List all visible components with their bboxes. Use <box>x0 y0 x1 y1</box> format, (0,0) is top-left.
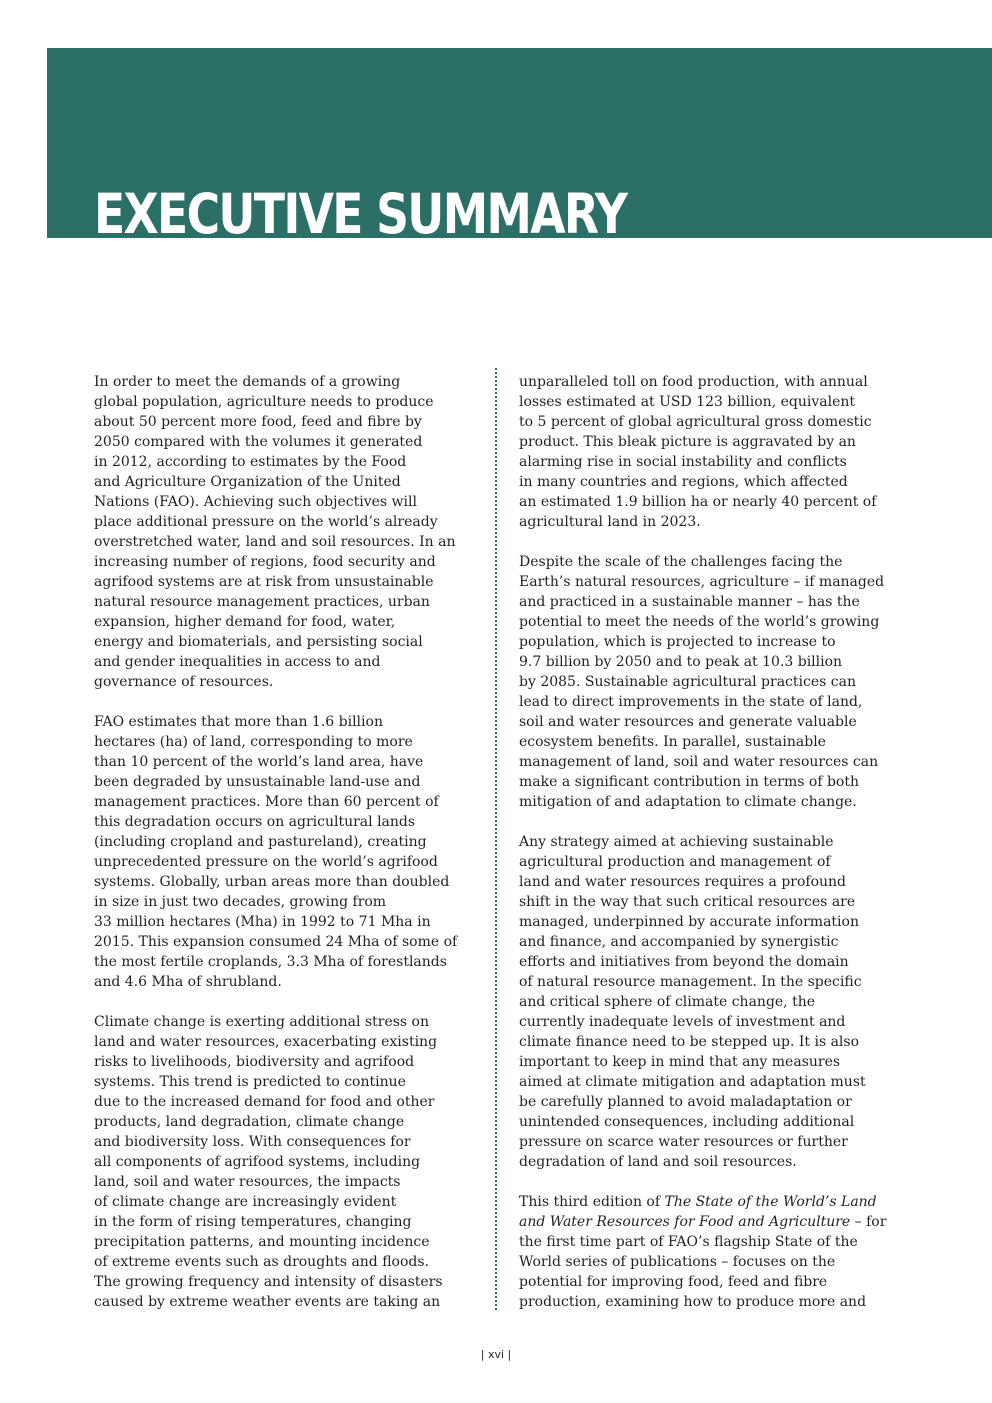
paragraph <box>519 372 903 532</box>
paragraph <box>94 372 478 692</box>
text-line: potential to meet the needs of the world’s growing <box>519 614 880 630</box>
paragraph <box>519 832 903 1172</box>
text-line: The growing frequency and intensity of disasters <box>94 1274 443 1290</box>
text-line: mitigation of and adaptation to climate change. <box>519 794 857 810</box>
text-line: of climate change are increasingly evident <box>94 1194 397 1210</box>
text-line: and critical sphere of climate change, the <box>519 994 816 1010</box>
text-line: risks to livelihoods, biodiversity and agrifood <box>94 1054 415 1070</box>
right-column <box>519 372 903 1312</box>
text-line: global population, agriculture needs to produce <box>94 394 434 410</box>
text-line: aimed at climate mitigation and adaptation must <box>519 1074 866 1090</box>
text-line: be carefully planned to avoid maladaptation or <box>519 1094 852 1110</box>
text-line: 2015. This expansion consumed 24 Mha of some of <box>94 934 458 950</box>
text-line: losses estimated at USD 123 billion, equivalent <box>519 394 855 410</box>
text-line: in the form of rising temperatures, changing <box>94 1214 412 1230</box>
text-line: World series of publications – focuses on the <box>519 1254 836 1270</box>
text-line <box>519 1192 903 1212</box>
text-run: This third edition of <box>519 1194 665 1210</box>
text-line: caused by extreme weather events are taking an <box>94 1294 441 1310</box>
text-line: pressure on scarce water resources or further <box>519 1134 848 1150</box>
text-line: this degradation occurs on agricultural lands <box>94 814 416 830</box>
text-line: management practices. More than 60 percent of <box>94 794 439 810</box>
text-line: systems. This trend is predicted to continue <box>94 1074 406 1090</box>
text-run: – for <box>850 1214 887 1230</box>
text-line: and Agriculture Organization of the United <box>94 474 401 490</box>
text-line: Earth’s natural resources, agriculture – if managed <box>519 574 885 590</box>
text-line: Despite the scale of the challenges facing the <box>519 554 843 570</box>
text-line: important to keep in mind that any measures <box>519 1054 841 1070</box>
text-line: all components of agrifood systems, including <box>94 1154 421 1170</box>
text-line: of natural resource management. In the specific <box>519 974 862 990</box>
publication-title: The State of the World’s Land <box>664 1194 877 1210</box>
text-line: of extreme events such as droughts and floods. <box>94 1254 430 1270</box>
text-line: management of land, soil and water resources can <box>519 754 879 770</box>
text-line: hectares (ha) of land, corresponding to more <box>94 734 413 750</box>
text-line: land and water resources requires a profound <box>519 874 847 890</box>
text-line: ecosystem benefits. In parallel, sustainable <box>519 734 826 750</box>
text-line: potential for improving food, feed and fibre <box>519 1274 828 1290</box>
text-line: agricultural land in 2023. <box>519 514 701 530</box>
text-line: 2050 compared with the volumes it generated <box>94 434 423 450</box>
text-line <box>519 1212 903 1232</box>
text-line: managed, underpinned by accurate information <box>519 914 859 930</box>
text-line: than 10 percent of the world’s land area, have <box>94 754 424 770</box>
publication-title: and Water Resources for Food and Agriculture <box>519 1214 851 1230</box>
text-line: the first time part of FAO’s flagship State of the <box>519 1234 858 1250</box>
text-line: unintended consequences, including additional <box>519 1114 855 1130</box>
text-line: the most fertile croplands, 3.3 Mha of forestlands <box>94 954 447 970</box>
text-line: and practiced in a sustainable manner – has the <box>519 594 860 610</box>
text-line: lead to direct improvements in the state of land, <box>519 694 863 710</box>
text-line: systems. Globally, urban areas more than doubled <box>94 874 450 890</box>
text-line: production, examining how to produce more and <box>519 1294 867 1310</box>
text-line: place additional pressure on the world’s already <box>94 514 438 530</box>
left-column <box>94 372 478 1312</box>
paragraph <box>94 712 478 992</box>
text-line: Nations (FAO). Achieving such objectives will <box>94 494 417 510</box>
text-line: In order to meet the demands of a growing <box>94 374 401 390</box>
text-line: in many countries and regions, which affected <box>519 474 848 490</box>
paragraph-rest <box>519 1232 903 1312</box>
text-line: degradation of land and soil resources. <box>519 1154 797 1170</box>
text-line: an estimated 1.9 billion ha or nearly 40 percent of <box>519 494 877 510</box>
text-line: Climate change is exerting additional stress on <box>94 1014 429 1030</box>
text-line: natural resource management practices, urban <box>94 594 430 610</box>
text-line: due to the increased demand for food and other <box>94 1094 435 1110</box>
paragraph <box>519 1192 903 1312</box>
paragraph <box>94 1012 478 1312</box>
text-line: alarming rise in social instability and conflicts <box>519 454 847 470</box>
text-line: shift in the way that such critical resources are <box>519 894 856 910</box>
text-line: and 4.6 Mha of shrubland. <box>94 974 282 990</box>
text-line: to 5 percent of global agricultural gross domestic <box>519 414 872 430</box>
text-line: unprecedented pressure on the world’s agrifood <box>94 854 438 870</box>
text-line: been degraded by unsustainable land-use and <box>94 774 421 790</box>
text-line: product. This bleak picture is aggravated by an <box>519 434 856 450</box>
text-line: make a significant contribution in terms of both <box>519 774 859 790</box>
text-line: in size in just two decades, growing from <box>94 894 387 910</box>
text-line: about 50 percent more food, feed and fibre by <box>94 414 422 430</box>
page-number: | xvi | <box>480 1348 512 1361</box>
text-line: agricultural production and management of <box>519 854 831 870</box>
text-line: agrifood systems are at risk from unsustainable <box>94 574 434 590</box>
text-line: and gender inequalities in access to and <box>94 654 381 670</box>
text-line: overstretched water, land and soil resources. In an <box>94 534 456 550</box>
text-line: by 2085. Sustainable agricultural practices can <box>519 674 856 690</box>
text-line: soil and water resources and generate valuable <box>519 714 857 730</box>
text-line: currently inadequate levels of investment and <box>519 1014 846 1030</box>
text-line: Any strategy aimed at achieving sustainable <box>519 834 834 850</box>
text-line: population, which is projected to increase to <box>519 634 836 650</box>
text-line: efforts and initiatives from beyond the domain <box>519 954 849 970</box>
text-line: in 2012, according to estimates by the Food <box>94 454 407 470</box>
page-title: EXECUTIVE SUMMARY <box>94 182 627 246</box>
text-line: FAO estimates that more than 1.6 billion <box>94 714 383 730</box>
column-divider <box>495 368 497 1310</box>
text-line: and finance, and accompanied by synergistic <box>519 934 839 950</box>
text-line: expansion, higher demand for food, water, <box>94 614 396 630</box>
text-line: climate finance need to be stepped up. It is also <box>519 1034 860 1050</box>
text-line: unparalleled toll on food production, with annual <box>519 374 868 390</box>
text-line: precipitation patterns, and mounting incidence <box>94 1234 430 1250</box>
paragraph <box>519 552 903 812</box>
text-line: increasing number of regions, food security and <box>94 554 436 570</box>
text-line: energy and biomaterials, and persisting social <box>94 634 423 650</box>
text-line: (including cropland and pastureland), creating <box>94 834 427 850</box>
text-line: land, soil and water resources, the impacts <box>94 1174 401 1190</box>
text-line: and biodiversity loss. With consequences for <box>94 1134 411 1150</box>
text-line: governance of resources. <box>94 674 274 690</box>
text-line: 33 million hectares (Mha) in 1992 to 71 Mha in <box>94 914 431 930</box>
text-line: 9.7 billion by 2050 and to peak at 10.3 billion <box>519 654 843 670</box>
text-line: products, land degradation, climate change <box>94 1114 405 1130</box>
text-line: land and water resources, exacerbating existing <box>94 1034 438 1050</box>
